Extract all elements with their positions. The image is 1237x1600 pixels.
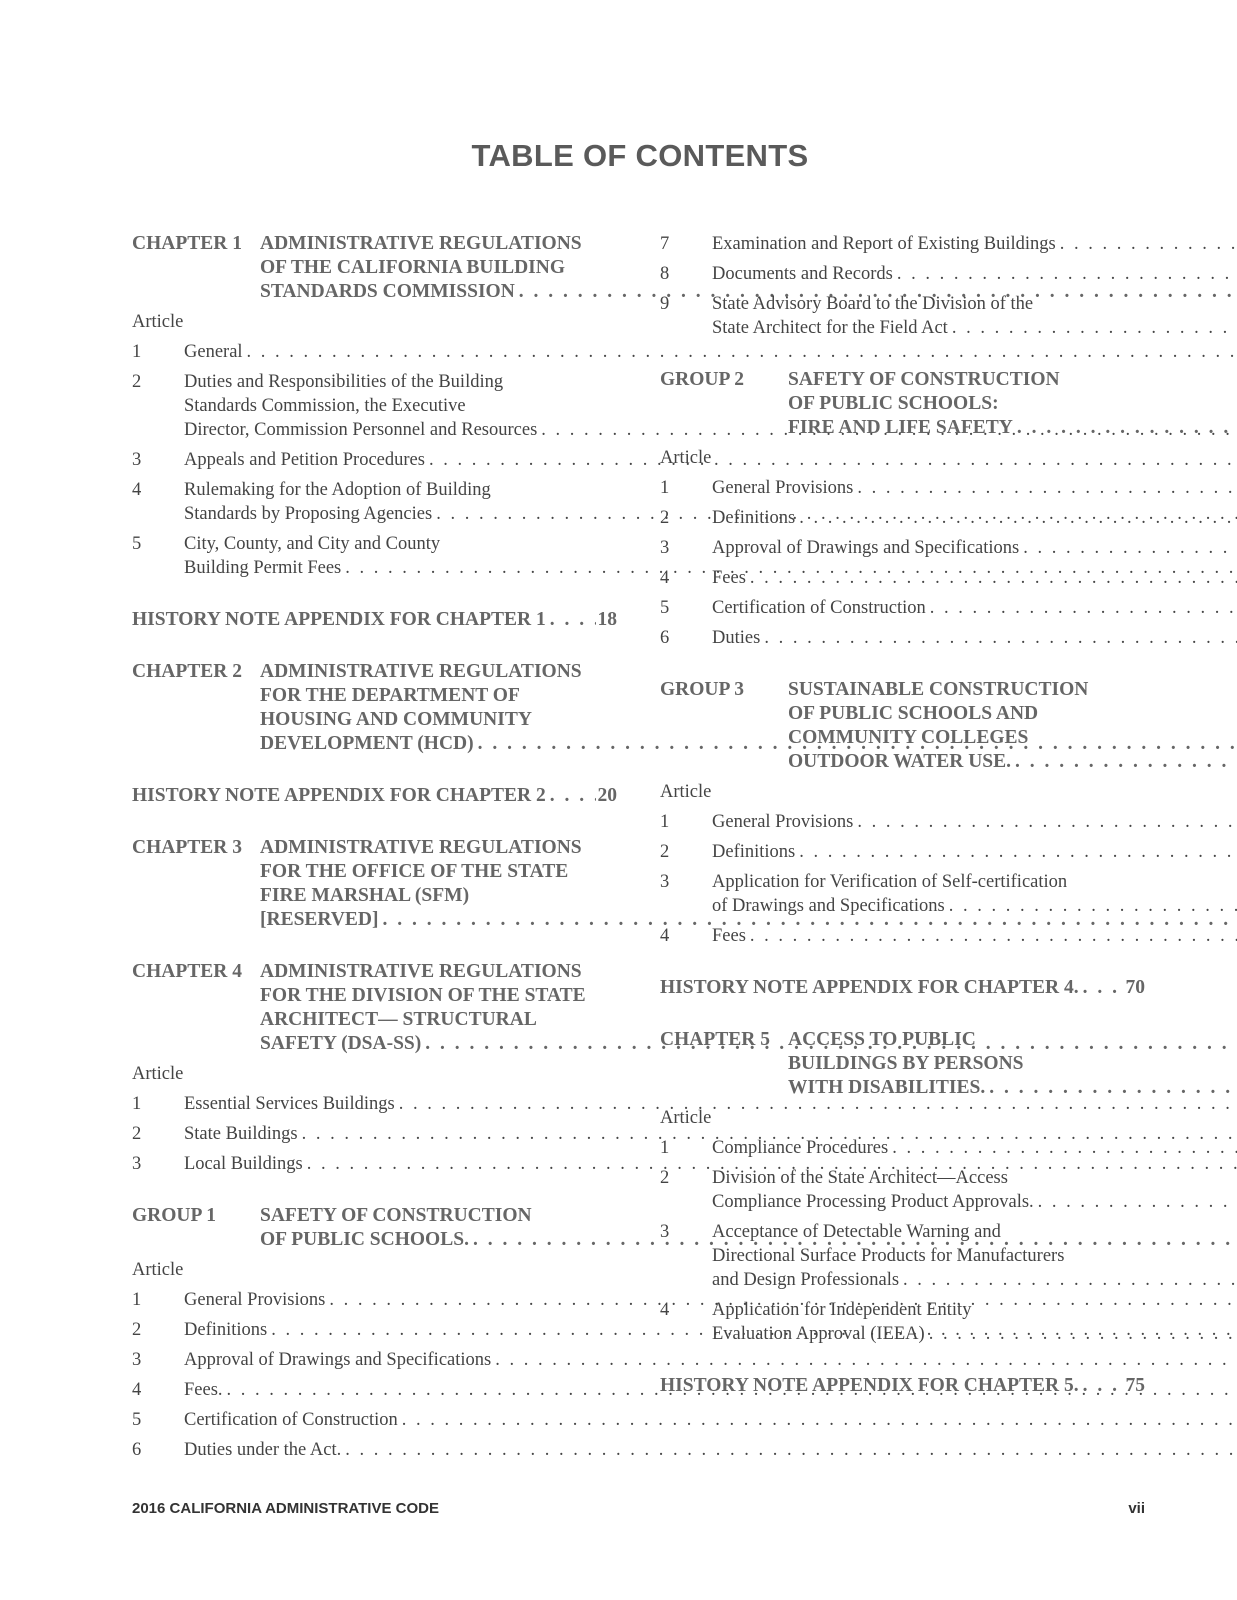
toc-left-column [132, 232, 617, 1468]
toc-entry[interactable]: 2 Duties and Responsibilities of the Building Standards Commission, the Executive Director, Commission Personnel and Resources . . . [132, 370, 617, 442]
toc-history-note-ch1[interactable]: HISTORY NOTE APPENDIX FOR CHAPTER 1 . . . 18 [132, 608, 617, 632]
toc-group-2[interactable]: GROUP 2 SAFETY OF CONSTRUCTION OF PUBLIC SCHOOLS: FIRE AND LIFE SAFETY . . . [660, 368, 1145, 440]
toc-entry[interactable]: 1 Essential Services Buildings . . . [132, 1092, 617, 1116]
chapter-label: CHAPTER 1 [132, 233, 242, 254]
toc-entry[interactable]: 8 Documents and Records . . . [660, 262, 1145, 286]
article-label: Article [132, 1064, 184, 1084]
toc-entry[interactable]: 4 Rulemaking for the Adoption of Building Standards by Proposing Agencies . . . [132, 478, 617, 526]
toc-entry[interactable]: 2 State Buildings . . . [132, 1122, 617, 1146]
toc-entry[interactable]: 2 Definitions . . . [660, 840, 1145, 864]
toc-entry[interactable]: 3 Appeals and Petition Procedures . . . [132, 448, 617, 472]
article-label: Article [660, 782, 712, 802]
article-label: Article [660, 1108, 712, 1128]
article-label: Article [132, 312, 184, 332]
toc-entry[interactable]: 3 Acceptance of Detectable Warning and Directional Surface Products for Manufacturers and Design Professionals . . . [660, 1220, 1145, 1292]
toc-chapter-1[interactable]: CHAPTER 1 ADMINISTRATIVE REGULATIONS OF THE CALIFORNIA BUILDING STANDARDS COMMISSION . . . [132, 232, 617, 304]
toc-entry[interactable]: 2 Definitions . . . [132, 1318, 617, 1342]
toc-entry[interactable]: 7 Examination and Report of Existing Buildings . . . [660, 232, 1145, 256]
toc-entry[interactable]: 5 Certification of Construction . . . [132, 1408, 617, 1432]
toc-entry[interactable]: 1 General . . . [132, 340, 617, 364]
toc-entry[interactable]: 3 Approval of Drawings and Specifications . . . [660, 536, 1145, 560]
toc-entry[interactable]: 2 Definitions . . . [660, 506, 1145, 530]
toc-entry[interactable]: 2 Division of the State Architect—Access Compliance Processing Product Approvals. . . . [660, 1166, 1145, 1214]
toc-entry[interactable]: 1 Compliance Procedures . . . [660, 1136, 1145, 1160]
toc-entry[interactable]: 1 General Provisions . . . [660, 810, 1145, 834]
toc-chapter-3[interactable]: CHAPTER 3 ADMINISTRATIVE REGULATIONS FOR THE OFFICE OF THE STATE FIRE MARSHAL (SFM) [RESERVED] . . . [132, 836, 617, 932]
toc-entry[interactable]: 5 Certification of Construction . . . [660, 596, 1145, 620]
toc-entry[interactable]: 3 Local Buildings . . . [132, 1152, 617, 1176]
toc-entry[interactable]: 6 Duties . . . [660, 626, 1145, 650]
toc-entry[interactable]: 6 Duties under the Act. . . . [132, 1438, 617, 1462]
toc-chapter-4[interactable]: CHAPTER 4 ADMINISTRATIVE REGULATIONS FOR THE DIVISION OF THE STATE ARCHITECT— STRUCTURAL SAFETY (DSA-SS) . . . [132, 960, 617, 1056]
toc-entry[interactable]: 4 Fees. . . . [132, 1378, 617, 1402]
toc-entry[interactable]: 4 Fees . . . [660, 566, 1145, 590]
toc-entry[interactable]: 4 Application for Independent Entity Evaluation Approval (IEEA) . . . [660, 1298, 1145, 1346]
toc-history-note-ch5[interactable]: HISTORY NOTE APPENDIX FOR CHAPTER 5. . . . 75 [660, 1374, 1145, 1398]
article-label: Article [660, 448, 712, 468]
toc-entry[interactable]: 9 State Advisory Board to the Division of the State Architect for the Field Act . . . [660, 292, 1145, 340]
toc-history-note-ch4[interactable]: HISTORY NOTE APPENDIX FOR CHAPTER 4. . . . 70 [660, 976, 1145, 1000]
toc-entry[interactable]: 4 Fees . . . [660, 924, 1145, 948]
toc-entry[interactable]: 3 Approval of Drawings and Specifications . . . [132, 1348, 617, 1372]
toc-group-3[interactable]: GROUP 3 SUSTAINABLE CONSTRUCTION OF PUBLIC SCHOOLS AND COMMUNITY COLLEGES OUTDOOR WATER USE. . . . [660, 678, 1145, 774]
article-label: Article [132, 1260, 184, 1280]
toc-group-1[interactable]: GROUP 1 SAFETY OF CONSTRUCTION OF PUBLIC SCHOOLS. . . . [132, 1204, 617, 1252]
toc-right-column [660, 232, 1145, 1404]
footer-publication-title: 2016 CALIFORNIA ADMINISTRATIVE CODE [132, 1500, 439, 1517]
toc-entry[interactable]: 5 City, County, and City and County Building Permit Fees . . . [132, 532, 617, 580]
toc-entry[interactable]: 1 General Provisions . . . [132, 1288, 617, 1312]
toc-entry[interactable]: 1 General Provisions . . . [660, 476, 1145, 500]
page-title: TABLE OF CONTENTS [471, 138, 809, 173]
toc-entry[interactable]: 3 Application for Verification of Self-certification of Drawings and Specifications . . . [660, 870, 1145, 918]
toc-history-note-ch2[interactable]: HISTORY NOTE APPENDIX FOR CHAPTER 2 . . . 20 [132, 784, 617, 808]
footer-page-number: vii [1128, 1500, 1145, 1517]
toc-chapter-5[interactable]: CHAPTER 5 ACCESS TO PUBLIC BUILDINGS BY PERSONS WITH DISABILITIES. . . . [660, 1028, 1145, 1100]
page-footer [132, 1500, 1145, 1517]
toc-chapter-2[interactable]: CHAPTER 2 ADMINISTRATIVE REGULATIONS FOR THE DEPARTMENT OF HOUSING AND COMMUNITY DEVELOPMENT (HCD) . . . [132, 660, 617, 756]
